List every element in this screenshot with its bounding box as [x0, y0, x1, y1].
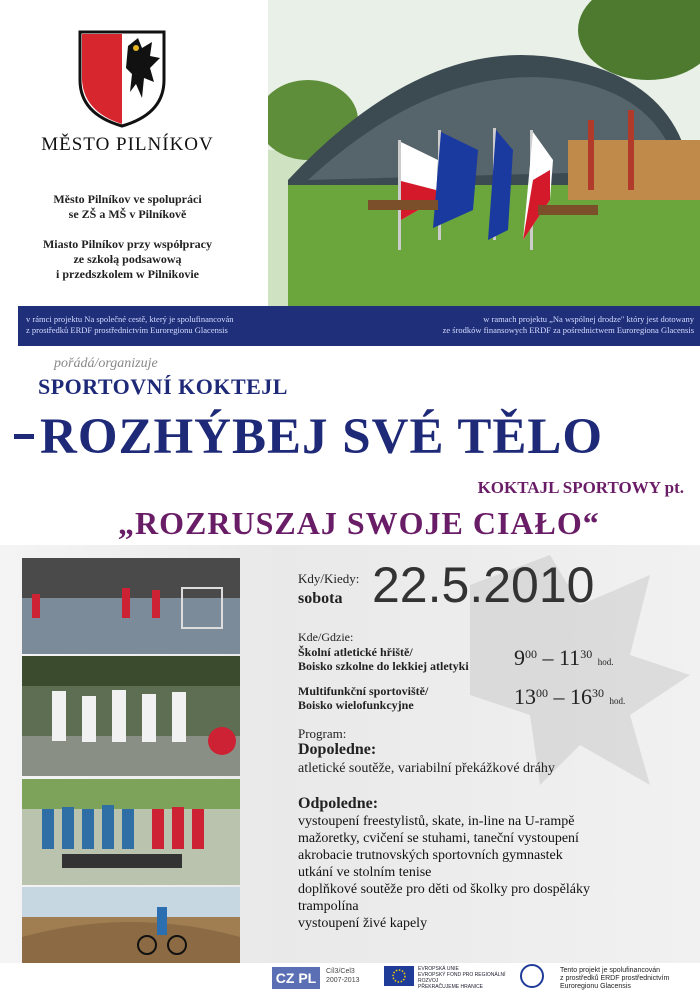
town-name: MĚSTO PILNÍKOV — [41, 134, 214, 155]
main-title-pl: „ROZRUSZAJ SWOJE CIAŁO“ — [118, 505, 600, 541]
town-crest-icon — [76, 28, 168, 128]
when-label: Kdy/Kiedy: — [298, 571, 360, 586]
afternoon-item: trampolína — [298, 899, 359, 914]
photo-group — [22, 779, 240, 885]
project-band — [18, 306, 700, 346]
photo-bmx — [22, 887, 240, 963]
hero-photo — [268, 0, 700, 306]
dash-mark — [14, 434, 34, 439]
czpl-logo: CZ PL — [272, 967, 320, 989]
where-label: Kde/Gdzie: — [298, 630, 354, 644]
day-label: sobota — [298, 590, 343, 607]
venue-multifunctional: Multifunkční sportoviště/ Boisko wielofunkcyjne — [298, 684, 429, 712]
main-title — [14, 408, 603, 466]
venue-athletics: Školní atletické hřiště/ Boisko szkolne do lekkiej atletyki — [298, 645, 469, 673]
morning-item: atletické soutěže, variabilní překážkové dráhy — [298, 761, 555, 776]
time-athletics: $9^{00} - 11^{30}$ hod. — [514, 645, 614, 670]
photo-dance — [22, 656, 240, 776]
afternoon-item: doplňkové soutěže pro děti od školky pro dospěláky — [298, 882, 591, 897]
intro-pl: Miasto Pilníkov przy współpracy ze szkołą podsawową i przedszkolem w Pilnikovie — [42, 237, 212, 281]
afternoon-item: akrobacie trutnovských sportovních gymnastek — [298, 848, 563, 863]
morning-heading: Dopoledne: — [298, 741, 377, 758]
afternoon-item: vystoupení freestylistů, skate, in-line na U-rampě — [298, 814, 575, 829]
organizes-label: pořádá/organizuje — [54, 356, 158, 371]
intro-cz: Město Pilníkov ve spolupráci se ZŠ a MŠ v Pilníkově — [53, 192, 202, 221]
subtitle-cz: SPORTOVNÍ KOKTEJL — [38, 374, 288, 399]
program-label: Program: — [298, 726, 347, 741]
cofinancing-text: Tento projekt je spolufinancován z prostředků ERDF prostřednictvím Euroregionu Glacensis — [560, 967, 670, 990]
eu-logo-text: EVROPSKÁ UNIE EVROPSKÝ FOND PRO REGIONÁLNÍ ROZVOJ PŘEKRAČUJEME HRANICE — [418, 966, 506, 990]
band-text-pl: w ramach projektu „Na wspólnej drodze" który jest dotowany ze środków finansowych ERDF za pośrednictwem Euroregiona Glacensis — [442, 314, 694, 335]
euroregion-logo-icon — [520, 964, 544, 988]
eu-flag-icon — [384, 966, 414, 986]
photo-gym — [22, 558, 240, 654]
afternoon-item: mažoretky, cvičení se stuhami, taneční vystoupení — [298, 831, 579, 846]
afternoon-heading: Odpoledne: — [298, 795, 379, 812]
subtitle-pl: KOKTAJL SPORTOWY pt. — [477, 478, 684, 497]
event-date: 22.5.2010 — [372, 557, 595, 613]
main-title-text: ROZHÝBEJ SVÉ TĚLO — [40, 409, 604, 465]
cil-logo-text: Cíl3/Cel3 2007-2013 — [326, 968, 360, 984]
afternoon-item: vystoupení živé kapely — [298, 916, 428, 931]
time-multifunctional: $13^{00} - 16^{30}$ hod. — [514, 684, 626, 709]
afternoon-item: utkání ve stolním tenise — [298, 865, 432, 880]
band-text-cz: v rámci projektu Na společné cestě, který je spolufinancován z prostředků ERDF prostřednictvím Euroregionu Glacensis — [26, 314, 234, 335]
